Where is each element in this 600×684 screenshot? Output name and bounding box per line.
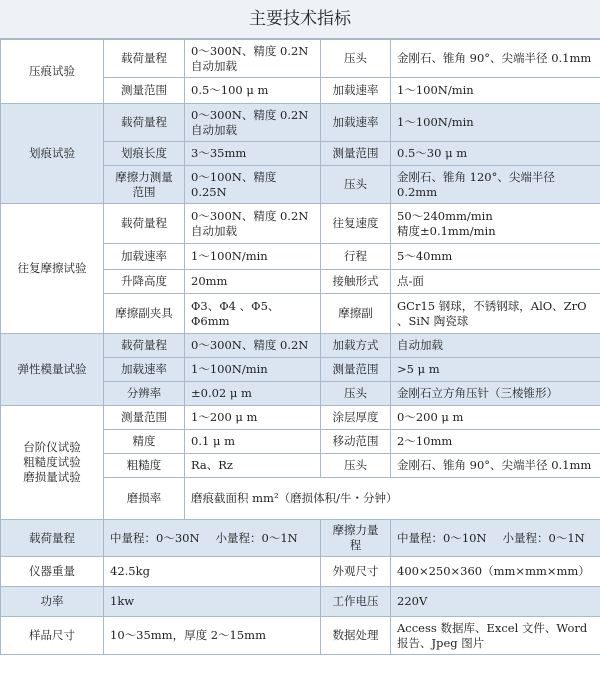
group-label: 划痕试验 [1,104,104,204]
group-label: 弹性模量试验 [1,334,104,406]
param-value: 50～240mm/min 精度±0.1mm/min [391,204,600,244]
power-value: 1kw [104,587,321,617]
param-label: 载荷量程 [104,40,185,78]
sample-size-value: 10～35mm，厚度 2～15mm [104,617,321,655]
param-label: 加载方式 [321,334,391,358]
param-value: >5 μ m [391,358,600,382]
voltage-value: 220V [391,587,600,617]
table-row [1,334,600,358]
param-value: 1～100N/min [185,244,321,270]
weight-value: 42.5kg [104,557,321,587]
table-row [1,104,600,142]
param-value: 自动加载 [391,334,600,358]
param-label: 摩擦副 [321,294,391,334]
param-label: 压头 [321,40,391,78]
param-label: 压头 [321,166,391,204]
size-label: 外观尺寸 [321,557,391,587]
param-label: 加载速率 [104,244,185,270]
param-label: 摩擦副夹具 [104,294,185,334]
table-row [1,520,600,557]
param-value: 1～200 μ m [185,406,321,430]
param-value: Ra、Rz [185,454,321,478]
param-value: Φ3、Φ4 、Φ5、Φ6mm [185,294,321,334]
table-row [1,406,600,430]
data-processing-label: 数据处理 [321,617,391,655]
param-label: 载荷量程 [104,204,185,244]
power-label: 功率 [1,587,104,617]
param-label: 精度 [104,430,185,454]
param-value: 3～35mm [185,142,321,166]
param-label: 往复速度 [321,204,391,244]
range-mid: 中量程：0～30N [110,530,200,545]
param-label: 测量范围 [104,78,185,104]
table-row [1,40,600,78]
table-title: 主要技术指标 [0,0,600,39]
param-label: 压头 [321,382,391,406]
param-label: 加载速率 [321,104,391,142]
param-label: 粗糙度 [104,454,185,478]
param-value: 0～300N、精度 0.2N [185,334,321,358]
group-label: 往复摩擦试验 [1,204,104,334]
param-label: 升降高度 [104,270,185,294]
param-value: 5～40mm [391,244,600,270]
param-value: 0～300N、精度 0.2N 自动加载 [185,40,321,78]
param-label: 压头 [321,454,391,478]
load-range-value [104,520,321,557]
table-row [1,557,600,587]
param-value: 2～10mm [391,430,600,454]
param-label: 划痕长度 [104,142,185,166]
param-value: 0～300N、精度 0.2N 自动加载 [185,104,321,142]
param-value: 1～100N/min [391,104,600,142]
sample-size-label: 样品尺寸 [1,617,104,655]
param-value: 金刚石立方角压针（三棱锥形） [391,382,600,406]
param-label: 加载速率 [321,78,391,104]
param-value: 1～100N/min [185,358,321,382]
param-value: 1～100N/min [391,78,600,104]
size-value: 400×250×360（mm×mm×mm） [391,557,600,587]
param-label: 磨损率 [104,478,185,520]
param-label: 加载速率 [104,358,185,382]
group-label: 压痕试验 [1,40,104,104]
voltage-label: 工作电压 [321,587,391,617]
data-processing-value: Access 数据库、Excel 文件、Word 报告、Jpeg 图片 [391,617,600,655]
param-label: 分辨率 [104,382,185,406]
param-value: 0～300N、精度 0.2N 自动加载 [185,204,321,244]
param-value: 点-面 [391,270,600,294]
param-value: 0.5～30 μ m [391,142,600,166]
table-row [1,617,600,655]
param-value: 金刚石、锥角 90°、尖端半径 0.1mm [391,40,600,78]
param-label: 摩擦力测量 范围 [104,166,185,204]
param-value: 0～200 μ m [391,406,600,430]
param-label: 载荷量程 [104,334,185,358]
param-label: 载荷量程 [104,104,185,142]
param-label: 测量范围 [321,142,391,166]
param-value: 磨痕截面积 mm²（磨损体积/牛・分钟） [185,478,600,520]
table-row [1,204,600,244]
param-label: 行程 [321,244,391,270]
param-label: 接触形式 [321,270,391,294]
param-value: 0.5～100 μ m [185,78,321,104]
table-row [1,587,600,617]
param-label: 移动范围 [321,430,391,454]
param-label: 测量范围 [321,358,391,382]
friction-range-value [391,520,600,557]
param-value: 金刚石、锥角 90°、尖端半径 0.1mm [391,454,600,478]
param-value: 0～100N、精度 0.25N [185,166,321,204]
param-label: 涂层厚度 [321,406,391,430]
load-range-label: 载荷量程 [1,520,104,557]
group-label: 台阶仪试验 粗糙度试验 磨损量试验 [1,406,104,520]
range-small: 小量程：0～1N [502,530,585,545]
param-label: 测量范围 [104,406,185,430]
param-value: ±0.02 μ m [185,382,321,406]
param-value: 金刚石、锥角 120°、尖端半径 0.2mm [391,166,600,204]
param-value: 0.1 μ m [185,430,321,454]
range-small: 小量程：0～1N [215,530,298,545]
range-mid: 中量程：0～10N [397,530,487,545]
param-value: GCr15 钢球，不锈钢球，AlO、ZrO 、SiN 陶瓷球 [391,294,600,334]
friction-range-label: 摩擦力量程 [321,520,391,557]
param-value: 20mm [185,270,321,294]
weight-label: 仪器重量 [1,557,104,587]
spec-table [0,39,600,655]
